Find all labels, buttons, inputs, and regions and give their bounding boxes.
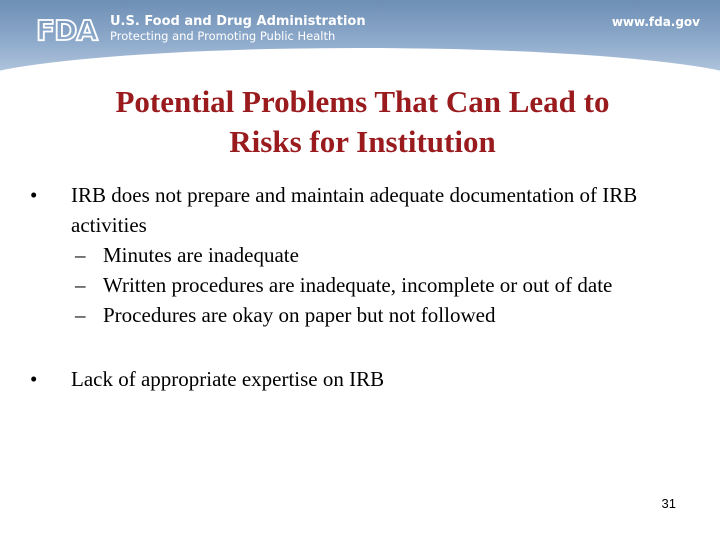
bullet-marker: • — [30, 367, 38, 391]
website-link[interactable]: www.fda.gov — [611, 15, 700, 29]
agency-tagline: Protecting and Promoting Public Health — [110, 29, 336, 43]
sub-bullet-text: Procedures are okay on paper but not followed — [103, 303, 496, 327]
fda-logo-text: FDA — [36, 14, 98, 44]
slide-title-line-1: Potential Problems That Can Lead to — [115, 84, 610, 119]
dash-marker: – — [75, 303, 86, 327]
slide-title-line-2: Risks for Institution — [229, 124, 496, 159]
header-banner — [0, 0, 720, 75]
bullet-marker: • — [30, 183, 38, 207]
sub-bullet-text: Written procedures are inadequate, incomplete or out of date — [103, 273, 613, 297]
agency-name: U.S. Food and Drug Administration — [110, 14, 366, 29]
bullet-text: IRB does not prepare and maintain adequate documentation of IRB activities — [71, 183, 638, 237]
slide-title — [40, 82, 685, 162]
bullet-text: Lack of appropriate expertise on IRB — [71, 367, 385, 391]
page-number: 31 — [661, 496, 676, 511]
sub-bullet-item — [30, 270, 690, 300]
sub-bullet-item — [30, 240, 690, 270]
spacer — [30, 330, 690, 364]
bullet-item — [30, 180, 690, 240]
dash-marker: – — [75, 243, 86, 267]
agency-block — [110, 14, 366, 44]
slide-body — [30, 180, 690, 394]
fda-logo — [36, 14, 102, 44]
sub-bullet-text: Minutes are inadequate — [103, 243, 299, 267]
bullet-item — [30, 364, 690, 394]
banner-curve — [0, 48, 720, 75]
sub-bullet-item — [30, 300, 690, 330]
dash-marker: – — [75, 273, 86, 297]
